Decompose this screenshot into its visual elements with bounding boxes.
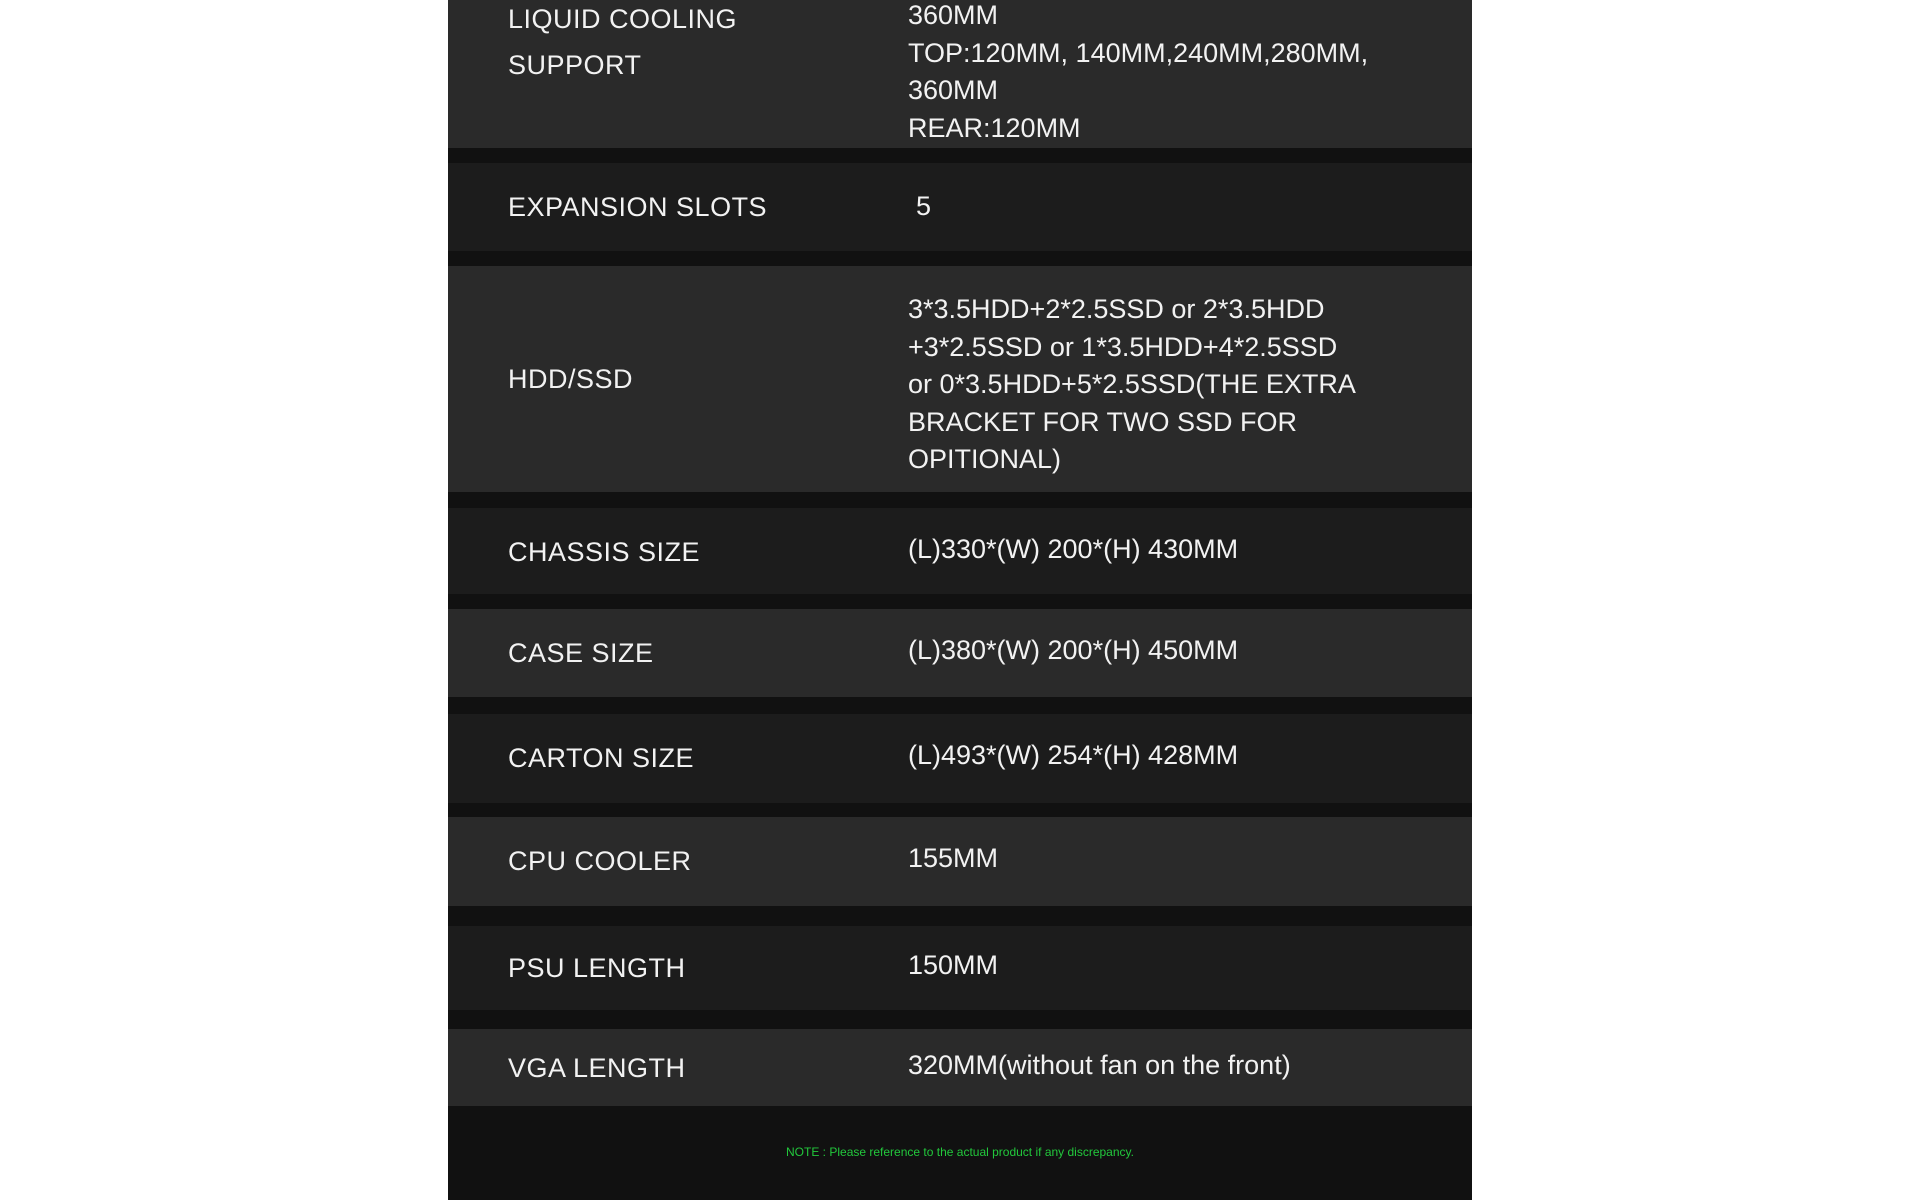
spec-value: 3*3.5HDD+2*2.5SSD or 2*3.5HDD +3*2.5SSD or 1*3.5HDD+4*2.5SSD or 0*3.5HDD+5*2.5SSD(THE EXTRA BRACKET FOR TWO SSD FOR OPITIONAL) — [908, 294, 1356, 474]
disclaimer-note: NOTE : Please reference to the actual product if any discrepancy. — [786, 1145, 1134, 1159]
spec-value: 320MM(without fan on the front) — [908, 1050, 1291, 1080]
spec-value: 155MM — [908, 843, 999, 873]
spec-row-expansion-slots — [448, 163, 1472, 251]
spec-value: 360MM TOP:120MM, 140MM,240MM,280MM, 360MM REAR:120MM — [908, 0, 1369, 143]
spec-row-carton-size — [448, 714, 1472, 803]
spec-row-vga-length — [448, 1029, 1472, 1106]
spec-value: 150MM — [908, 950, 999, 980]
spec-label: PSU LENGTH — [508, 953, 686, 983]
spec-label: LIQUID COOLING SUPPORT — [508, 4, 738, 80]
spec-label: CPU COOLER — [508, 846, 692, 876]
spec-label: CHASSIS SIZE — [508, 537, 701, 567]
spec-row-chassis-size — [448, 508, 1472, 594]
spec-sheet — [448, 0, 1472, 1200]
spec-row-hdd-ssd — [448, 266, 1472, 492]
spec-label: VGA LENGTH — [508, 1053, 686, 1083]
spec-value: (L)493*(W) 254*(H) 428MM — [908, 740, 1239, 770]
spec-row-cpu-cooler — [448, 817, 1472, 906]
spec-row-case-size — [448, 609, 1472, 697]
spec-label: HDD/SSD — [508, 364, 634, 394]
spec-label: CARTON SIZE — [508, 743, 695, 773]
spec-value: (L)380*(W) 200*(H) 450MM — [908, 635, 1239, 665]
spec-label: CASE SIZE — [508, 638, 654, 668]
spec-label: EXPANSION SLOTS — [508, 192, 768, 222]
spec-value: (L)330*(W) 200*(H) 430MM — [908, 534, 1239, 564]
spec-row-liquid-cooling — [448, 0, 1472, 148]
spec-row-psu-length — [448, 926, 1472, 1010]
spec-value: 5 — [916, 191, 932, 221]
